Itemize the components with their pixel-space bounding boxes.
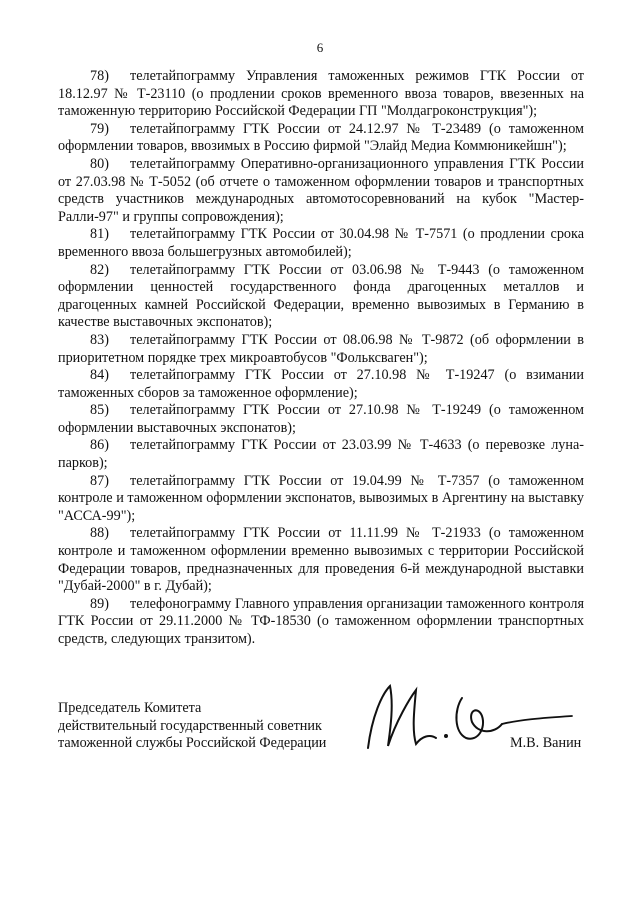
list-item — [58, 332, 584, 367]
list-item — [58, 525, 584, 595]
list-item — [58, 596, 584, 649]
list-item — [58, 367, 584, 402]
item-number: 78) — [90, 68, 109, 84]
item-text: телетайпограмму Оперативно-организационного управления ГТК России от 27.03.98 № Т-5052 (об отчете о таможенном оформлении товаров и транспортных средств участников международных автомотосоревнований на кубок "Мастер-Ралли-97" и группы сопровождения); — [58, 155, 584, 225]
list-item — [58, 156, 584, 226]
item-text: телетайпограмму ГТК России от 23.03.99 № Т-4633 (о перевозке луна-парков); — [58, 437, 584, 472]
item-text: телетайпограмму ГТК России от 19.04.99 № Т-7357 (о таможенном контроле и таможенном оформлении экспонатов, вывозимых в Аргентину на выставку "АССА-99"); — [58, 472, 584, 524]
signatory-title-line2: действительный государственный советник — [58, 717, 322, 734]
list-item — [58, 402, 584, 437]
item-number: 82) — [90, 261, 109, 278]
item-text: телетайпограмму ГТК России от 27.10.98 № Т-19247 (о взимании таможенных сборов за таможенное оформление); — [58, 367, 584, 401]
item-number: 81) — [90, 226, 109, 243]
item-text: телетайпограмму ГТК России от 08.06.98 № Т-9872 (об оформлении в приоритетном порядке трех микроавтобусов "Фольксваген"); — [58, 331, 584, 366]
list-item — [58, 262, 584, 332]
item-number: 83) — [90, 331, 109, 348]
item-text: телетайпограмму ГТК России от 11.11.99 № Т-21933 (о таможенном контроле и таможенном оформлении временно вывозимых с территории Российской Федерации товаров, предназначенных для проведения 6-й международной выставки "Дубай-2000" в г. Дубай); — [58, 525, 584, 595]
list-item — [58, 68, 584, 121]
page-number: 6 — [316, 40, 324, 55]
item-list — [58, 68, 584, 649]
item-number: 87) — [90, 472, 109, 489]
item-number: 89) — [90, 595, 109, 612]
list-item — [58, 121, 584, 156]
item-text: телетайпограмму Управления таможенных режимов ГТК России от 18.12.97 № Т-23110 (о продлении сроков временного ввоза товаров, ввезенных на таможенную территорию Российской Федерации ГП "Молдагроконструкция"); — [58, 68, 584, 120]
list-item — [58, 437, 584, 472]
list-item — [58, 226, 584, 261]
item-number: 79) — [90, 120, 109, 137]
item-text: телефонограмму Главного управления организации таможенного контроля ГТК России от 29.11.2000 № ТФ-18530 (о таможенном оформлении транспортных средств, следующих транзитом). — [58, 595, 584, 647]
item-text: телетайпограмму ГТК России от 30.04.98 № Т-7571 (о продлении срока временного ввоза большегрузных автомобилей); — [58, 226, 584, 260]
item-number: 86) — [90, 437, 109, 454]
item-number: 84) — [90, 367, 109, 384]
item-text: телетайпограмму ГТК России от 03.06.98 № Т-9443 (о таможенном оформлении ценностей государственного фонда драгоценных металлов и драгоценных камней Российской Федерации, временно вывозимых в Германию в качестве выставочных экспонатов); — [58, 261, 584, 331]
list-item — [58, 473, 584, 526]
signatory-title-line3: таможенной службы Российской Федерации — [58, 735, 327, 752]
item-number: 80) — [90, 155, 109, 172]
signatory-title — [58, 700, 326, 753]
item-text: телетайпограмму ГТК России от 27.10.98 № Т-19249 (о таможенном оформлении выставочных экспонатов); — [58, 402, 584, 436]
signatory-title-line1: Председатель Комитета — [58, 700, 202, 716]
signatory-name: М.В. Ванин — [510, 735, 582, 751]
item-number: 88) — [90, 525, 109, 542]
item-number: 85) — [90, 402, 109, 419]
item-text: телетайпограмму ГТК России от 24.12.97 № Т-23489 (о таможенном оформлении товаров, ввозимых в Россию фирмой "Элайд Медиа Коммюникейшн"); — [58, 120, 584, 155]
